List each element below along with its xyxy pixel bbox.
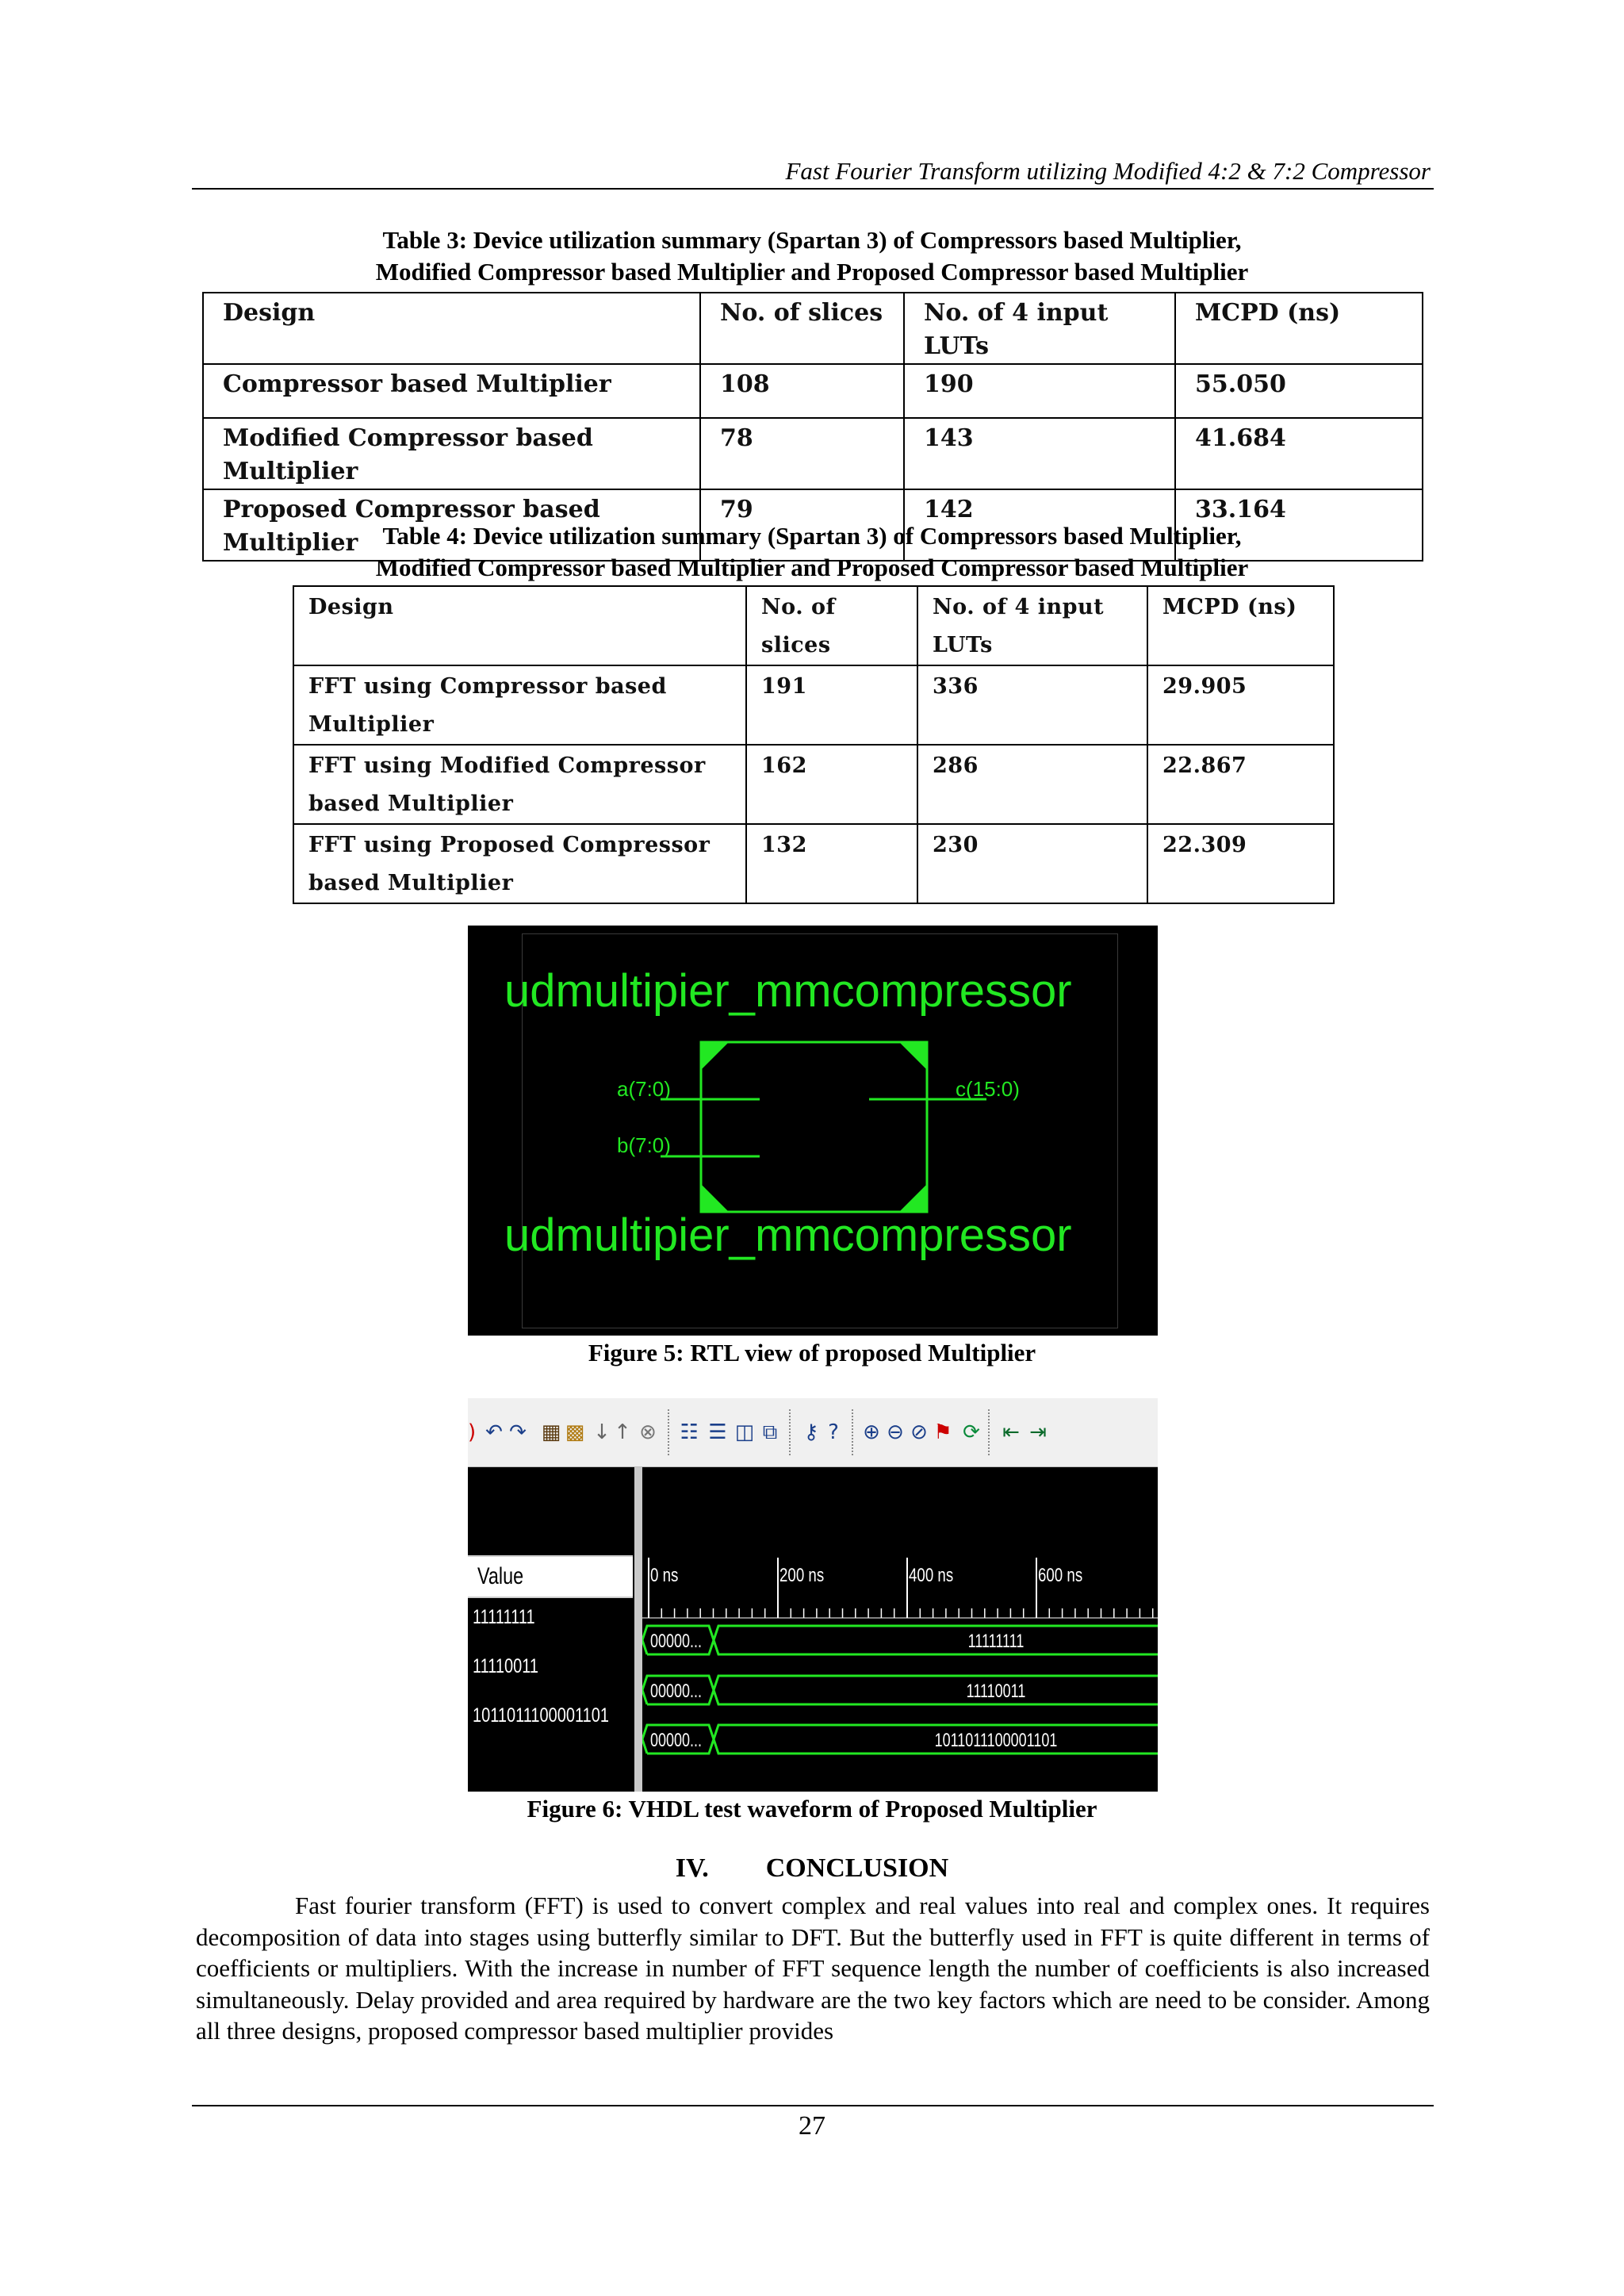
table3-cell: Modified Compressor based Multiplier: [203, 418, 700, 489]
table3-caption: [0, 224, 1624, 288]
initial-value-label: 00000...: [650, 1681, 703, 1702]
table3-cell: 108: [700, 364, 904, 418]
expand-icon[interactable]: ☷: [680, 1420, 699, 1444]
table3-caption-line2: Modified Compressor based Multiplier and Proposed Compressor based Multiplier: [375, 258, 1249, 286]
key-icon[interactable]: ⚷: [803, 1420, 819, 1444]
redo-icon[interactable]: ↷: [509, 1420, 527, 1444]
zoom-fit-icon[interactable]: ⊘: [910, 1420, 928, 1444]
table3-header-cell: Design: [203, 293, 700, 364]
waveform-area[interactable]: [642, 1467, 1158, 1792]
table3-cell: 78: [700, 418, 904, 489]
rtl-schematic: [468, 926, 1158, 1336]
table-row: [293, 745, 1334, 824]
block-corner-tr: [899, 1042, 927, 1070]
goto-start-icon[interactable]: ⇤: [1002, 1420, 1020, 1444]
value-header-label: Value: [477, 1563, 524, 1589]
table4-header-cell: Design: [293, 586, 746, 665]
header-rule: [192, 188, 1434, 190]
table4-cell: 22.867: [1147, 745, 1334, 824]
table4-cell: FFT using Modified Compressor based Multiplier: [293, 745, 746, 824]
pin-b-label: b(7:0): [617, 1133, 671, 1157]
signal-bus-trace: [642, 1725, 1158, 1754]
toolbar-separator: [988, 1409, 990, 1455]
table4-cell: FFT using Compressor based Multiplier: [293, 665, 746, 745]
time-label: 400 ns: [909, 1564, 954, 1586]
running-header: Fast Fourier Transform utilizing Modified 4:2 & 7:2 Compressor: [785, 157, 1431, 185]
time-label: 0 ns: [650, 1564, 679, 1586]
table-row: [203, 364, 1423, 418]
figure5-caption: Figure 5: RTL view of proposed Multiplier: [588, 1339, 1036, 1366]
table4-header-row: [293, 586, 1334, 665]
table4-cell: 29.905: [1147, 665, 1334, 745]
signal-value: 11111111: [473, 1606, 535, 1628]
table-row: [293, 665, 1334, 745]
time-label: 600 ns: [1038, 1564, 1083, 1586]
value-column-header[interactable]: [468, 1555, 633, 1598]
table4-header-cell: MCPD (ns): [1147, 586, 1334, 665]
table4-caption: [0, 520, 1624, 584]
conclusion-paragraph: Fast fourier transform (FFT) is used to convert complex and real values into real and complex ones. It requires decomposition of data into stages using butterfly similar to DFT. But the butterfly used in FFT is quite different in terms of coefficients or multipliers. With the increase in number of FFT sequence length the number of coefficients is also increased simultaneously. Delay provided and area required by hardware are the two key factors which are need to be consider. Among all three designs, proposed compressor based multiplier provides: [196, 1892, 1430, 2045]
table4-cell: 191: [746, 665, 917, 745]
module-name-bottom: udmultipier_mmcompressor: [504, 1209, 1072, 1261]
signal-bus-trace: [642, 1676, 1158, 1704]
refresh-icon[interactable]: ⟳: [963, 1420, 980, 1444]
table3-cell: 41.684: [1175, 418, 1423, 489]
table3-header-cell: No. of slices: [700, 293, 904, 364]
ruler-icon[interactable]: ⧉: [762, 1420, 778, 1444]
rtl-block-graphic: [468, 926, 1158, 1336]
waveform-toolbar: [468, 1398, 1158, 1467]
table4-cell: 286: [917, 745, 1147, 824]
initial-value-label: 00000...: [650, 1730, 703, 1751]
section-heading: [0, 1852, 1624, 1885]
signal-value: 1011011100001101: [473, 1704, 610, 1727]
table-row: [203, 418, 1423, 489]
table3-cell: 33.164: [1175, 489, 1423, 561]
toolbar-edge-icon: ): [468, 1420, 477, 1444]
signal-bus-trace: [642, 1626, 1158, 1654]
align-icon[interactable]: ◫: [734, 1420, 755, 1444]
table3-cell: 142: [904, 489, 1175, 561]
block-corner-br: [899, 1184, 927, 1212]
table3-cell: Compressor based Multiplier: [203, 364, 700, 418]
table3-caption-line1: Table 3: Device utilization summary (Spartan 3) of Compressors based Multiplier,: [382, 226, 1242, 254]
panel-divider[interactable]: [634, 1467, 642, 1792]
toolbar-separator: [789, 1409, 791, 1455]
bus-value-label: 1011011100001101: [934, 1730, 1058, 1751]
find-icon[interactable]: ▦: [541, 1420, 561, 1444]
time-label: 200 ns: [779, 1564, 825, 1586]
figure6-caption: Figure 6: VHDL test waveform of Proposed Multiplier: [527, 1795, 1097, 1823]
zoom-in-icon[interactable]: ⊕: [863, 1420, 880, 1444]
table4-cell: FFT using Proposed Compressor based Multiplier: [293, 824, 746, 903]
rtl-block: [701, 1042, 927, 1212]
initial-value-label: 00000...: [650, 1631, 703, 1652]
block-corner-bl: [701, 1184, 729, 1212]
table3-cell: 79: [700, 489, 904, 561]
table3-cell: Proposed Compressor based Multiplier: [203, 489, 700, 561]
signal-value-panel: [468, 1467, 634, 1792]
table3-header-cell: MCPD (ns): [1175, 293, 1423, 364]
table3-header-row: [203, 293, 1423, 364]
table4-cell: 230: [917, 824, 1147, 903]
goto-end-icon[interactable]: ⇥: [1029, 1420, 1047, 1444]
undo-icon[interactable]: ↶: [485, 1420, 503, 1444]
table3-header-cell: No. of 4 input LUTs: [904, 293, 1175, 364]
table4-header-cell: No. of slices: [746, 586, 917, 665]
table4-cell: 132: [746, 824, 917, 903]
table3-cell: 55.050: [1175, 364, 1423, 418]
table4-caption-line1: Table 4: Device utilization summary (Spartan 3) of Compressors based Multiplier,: [382, 522, 1242, 550]
footer-rule: [192, 2105, 1434, 2106]
table4-cell: 22.309: [1147, 824, 1334, 903]
toolbar-separator: [668, 1409, 669, 1455]
help-cursor-icon[interactable]: ?: [828, 1420, 839, 1444]
waveform-viewer: [468, 1398, 1158, 1792]
toolbar-separator: [852, 1409, 853, 1455]
table4-cell: 162: [746, 745, 917, 824]
page-number: 27: [799, 2111, 825, 2141]
arrow-up-icon[interactable]: ↑: [614, 1420, 631, 1444]
section-title: CONCLUSION: [765, 1853, 949, 1883]
arrow-down-icon[interactable]: ↓: [593, 1420, 611, 1444]
stop-icon[interactable]: ⊗: [639, 1420, 657, 1444]
table4-cell: 336: [917, 665, 1147, 745]
pin-c-label: c(15:0): [956, 1077, 1020, 1101]
find-next-icon[interactable]: ▩: [565, 1420, 585, 1444]
bus-value-label: 11110011: [966, 1681, 1026, 1702]
section-number: IV.: [675, 1853, 709, 1883]
signal-value: 11110011: [473, 1655, 539, 1677]
marker-icon[interactable]: ⚑: [933, 1420, 952, 1444]
module-name-top: udmultipier_mmcompressor: [504, 965, 1072, 1017]
table-row: [293, 824, 1334, 903]
collapse-icon[interactable]: ☰: [708, 1420, 727, 1444]
pin-a-label: a(7:0): [617, 1077, 671, 1101]
table3-cell: 190: [904, 364, 1175, 418]
zoom-out-icon[interactable]: ⊖: [887, 1420, 904, 1444]
bus-value-label: 11111111: [967, 1631, 1025, 1652]
table4-caption-line2: Modified Compressor based Multiplier and Proposed Compressor based Multiplier: [375, 554, 1249, 581]
table4-header-cell: No. of 4 input LUTs: [917, 586, 1147, 665]
table3-cell: 143: [904, 418, 1175, 489]
table4: [293, 585, 1335, 904]
block-corner-tl: [701, 1042, 729, 1070]
